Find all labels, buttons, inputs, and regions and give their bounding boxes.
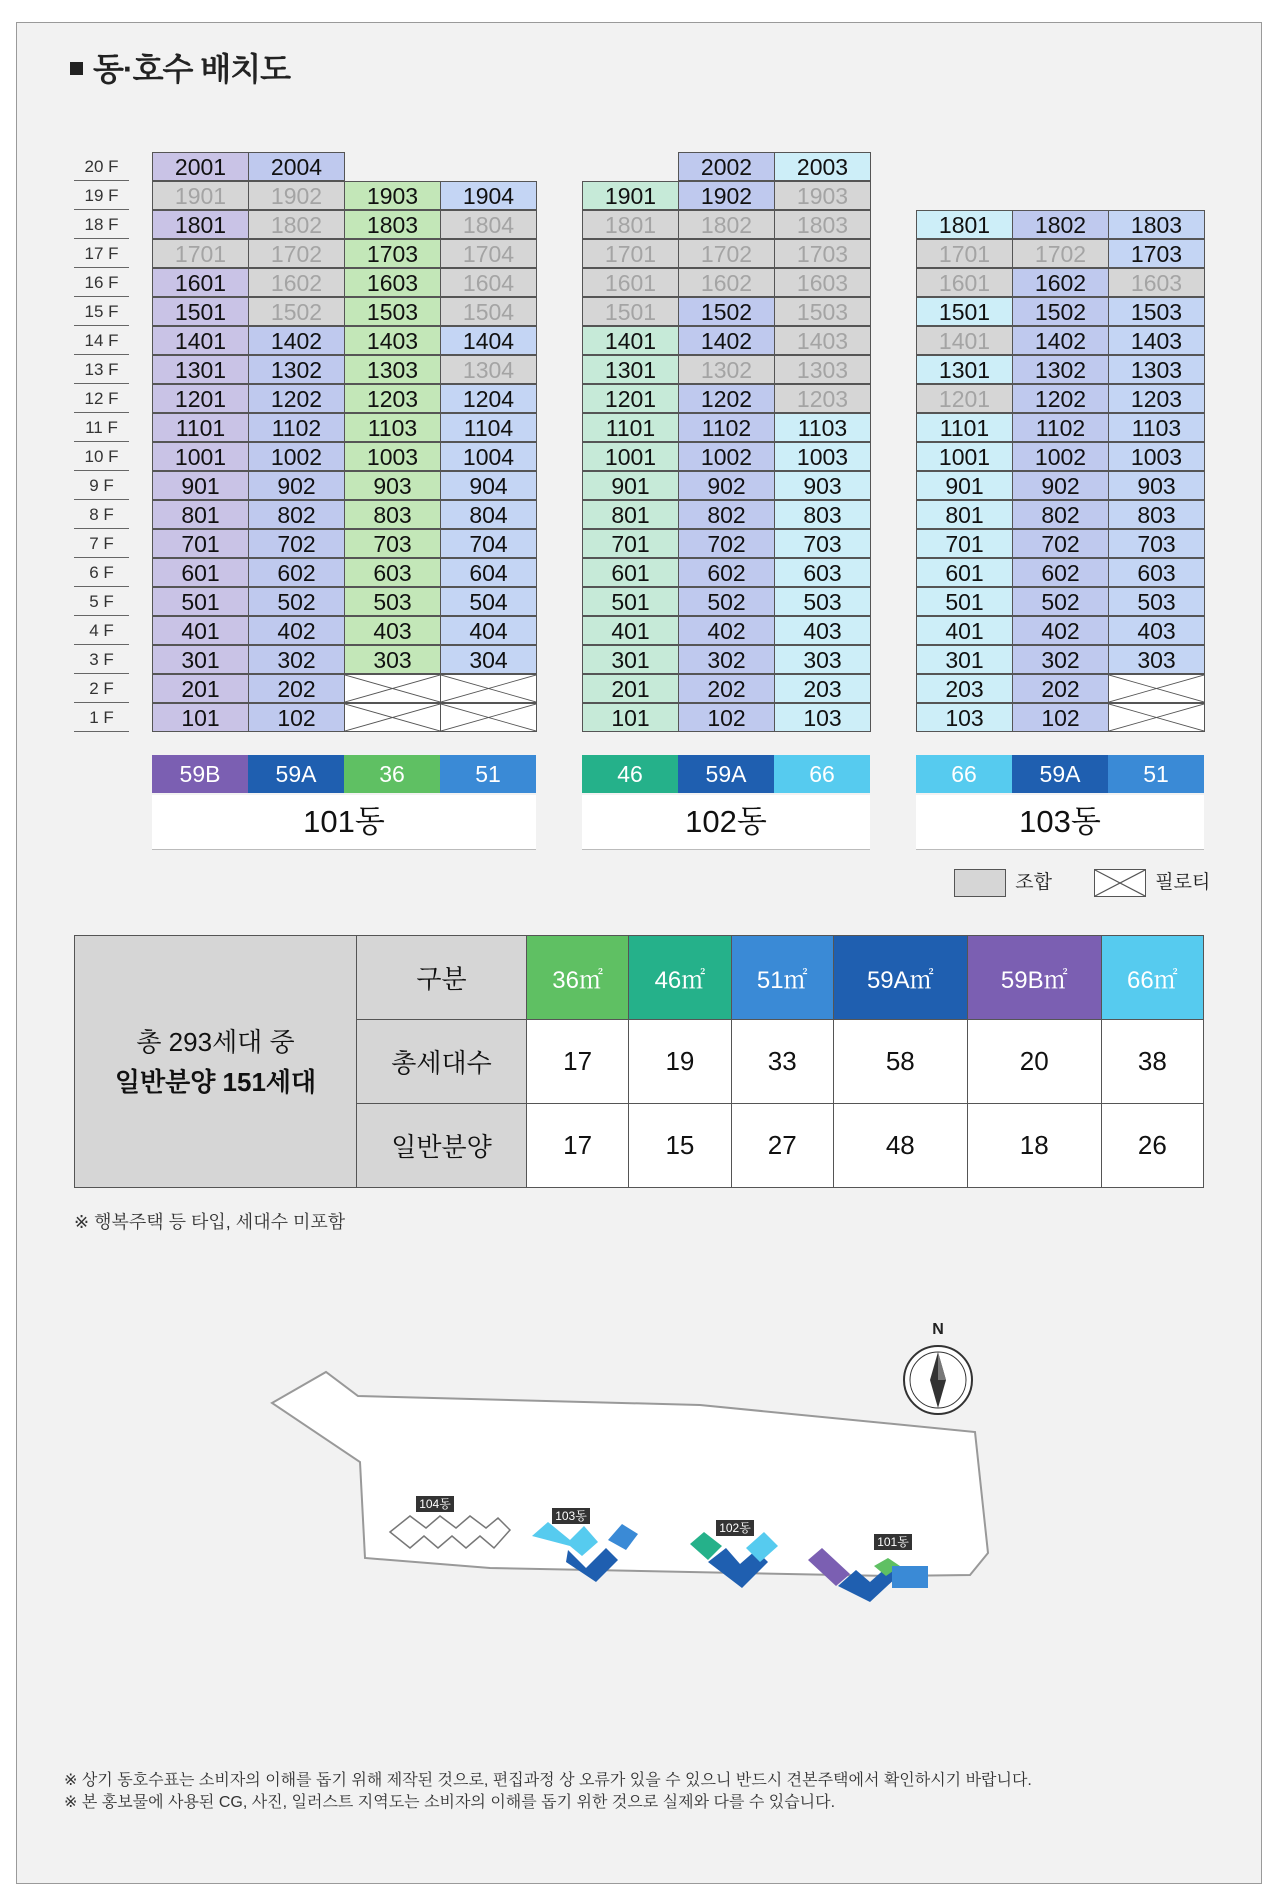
unit-cell: 1503 xyxy=(344,297,441,326)
table-cell: 58 xyxy=(833,1020,967,1104)
unit-cell: 404 xyxy=(440,616,537,645)
piloti-cell xyxy=(440,703,537,732)
table-cell: 20 xyxy=(967,1020,1101,1104)
unit-cell: 2004 xyxy=(248,152,345,181)
unit-cell: 1303 xyxy=(774,355,871,384)
unit-cell: 604 xyxy=(440,558,537,587)
unit-cell: 403 xyxy=(774,616,871,645)
unit-cell: 1003 xyxy=(774,442,871,471)
unit-cell: 1203 xyxy=(774,384,871,413)
type-label: 66 xyxy=(774,755,870,793)
unit-cell: 802 xyxy=(678,500,775,529)
unit-cell: 302 xyxy=(678,645,775,674)
unit-cell: 903 xyxy=(774,471,871,500)
unit-cell: 1201 xyxy=(152,384,249,413)
unit-cell: 1703 xyxy=(344,239,441,268)
unit-cell: 401 xyxy=(152,616,249,645)
unit-cell: 601 xyxy=(916,558,1013,587)
piloti-cell xyxy=(1108,674,1205,703)
floor-label: 15 F xyxy=(74,297,129,326)
table-cell: 19 xyxy=(629,1020,731,1104)
unit-cell: 1002 xyxy=(1012,442,1109,471)
floor-label: 7 F xyxy=(74,529,129,558)
size-header: 59A㎡ xyxy=(833,936,967,1020)
unit-cell: 1403 xyxy=(344,326,441,355)
unit-cell: 1401 xyxy=(152,326,249,355)
type-label: 59A xyxy=(248,755,344,793)
unit-cell: 1102 xyxy=(678,413,775,442)
unit-cell: 402 xyxy=(248,616,345,645)
legend-combined-label: 조합 xyxy=(1015,872,1052,893)
unit-cell: 502 xyxy=(1012,587,1109,616)
unit-cell: 503 xyxy=(1108,587,1205,616)
unit-cell: 1304 xyxy=(440,355,537,384)
unit-cell: 902 xyxy=(1012,471,1109,500)
table-cell: 15 xyxy=(629,1104,731,1188)
unit-cell: 302 xyxy=(1012,645,1109,674)
unit-cell: 701 xyxy=(152,529,249,558)
floor-label: 5 F xyxy=(74,587,129,616)
unit-cell: 1203 xyxy=(1108,384,1205,413)
unit-cell: 1904 xyxy=(440,181,537,210)
piloti-cell xyxy=(440,674,537,703)
unit-cell: 304 xyxy=(440,645,537,674)
floor-label: 6 F xyxy=(74,558,129,587)
unit-cell: 101 xyxy=(582,703,679,732)
unit-cell: 1801 xyxy=(152,210,249,239)
unit-cell: 102 xyxy=(1012,703,1109,732)
unit-cell: 1403 xyxy=(1108,326,1205,355)
unit-cell: 1202 xyxy=(248,384,345,413)
floor-label: 10 F xyxy=(74,442,129,471)
unit-cell: 401 xyxy=(582,616,679,645)
building-name: 101동 xyxy=(152,795,536,849)
unit-cell: 1101 xyxy=(916,413,1013,442)
size-header: 46㎡ xyxy=(629,936,731,1020)
unit-cell: 801 xyxy=(152,500,249,529)
size-header: 36㎡ xyxy=(527,936,629,1020)
unit-cell: 1201 xyxy=(916,384,1013,413)
unit-cell: 1902 xyxy=(248,181,345,210)
table-cell: 48 xyxy=(833,1104,967,1188)
unit-cell: 802 xyxy=(248,500,345,529)
unit-cell: 602 xyxy=(678,558,775,587)
unit-cell: 1401 xyxy=(582,326,679,355)
unit-cell: 203 xyxy=(774,674,871,703)
unit-cell: 1303 xyxy=(344,355,441,384)
unit-cell: 1302 xyxy=(1012,355,1109,384)
floor-label: 18 F xyxy=(74,210,129,239)
unit-cell: 602 xyxy=(1012,558,1109,587)
unit-cell: 302 xyxy=(248,645,345,674)
unit-cell: 1604 xyxy=(440,268,537,297)
unit-cell: 1302 xyxy=(678,355,775,384)
unit-cell: 1901 xyxy=(582,181,679,210)
unit-cell: 303 xyxy=(774,645,871,674)
unit-cell: 1404 xyxy=(440,326,537,355)
floor-label: 17 F xyxy=(74,239,129,268)
unit-cell: 602 xyxy=(248,558,345,587)
header-label: 구분 xyxy=(357,936,527,1020)
unit-cell: 1802 xyxy=(248,210,345,239)
unit-cell: 803 xyxy=(344,500,441,529)
unit-cell: 1803 xyxy=(344,210,441,239)
floor-label: 14 F xyxy=(74,326,129,355)
unit-cell: 1603 xyxy=(344,268,441,297)
unit-cell: 1101 xyxy=(582,413,679,442)
unit-cell: 703 xyxy=(774,529,871,558)
unit-cell: 703 xyxy=(344,529,441,558)
unit-cell: 1903 xyxy=(774,181,871,210)
unit-cell: 1001 xyxy=(916,442,1013,471)
floor-label: 20 F xyxy=(74,152,129,181)
unit-cell: 1502 xyxy=(248,297,345,326)
unit-cell: 2003 xyxy=(774,152,871,181)
floor-label: 12 F xyxy=(74,384,129,413)
type-label: 46 xyxy=(582,755,678,793)
unit-cell: 801 xyxy=(582,500,679,529)
unit-cell: 1501 xyxy=(152,297,249,326)
unit-cell: 101 xyxy=(152,703,249,732)
type-label: 51 xyxy=(440,755,536,793)
unit-cell: 504 xyxy=(440,587,537,616)
unit-cell: 1702 xyxy=(248,239,345,268)
unit-cell: 1504 xyxy=(440,297,537,326)
unit-cell: 1501 xyxy=(916,297,1013,326)
size-header: 66㎡ xyxy=(1101,936,1203,1020)
floor-label: 3 F xyxy=(74,645,129,674)
unit-cell: 301 xyxy=(916,645,1013,674)
unit-cell: 1603 xyxy=(1108,268,1205,297)
summary-table xyxy=(74,935,1204,1188)
building-name: 102동 xyxy=(582,795,870,849)
unit-cell: 1502 xyxy=(678,297,775,326)
unit-cell: 402 xyxy=(678,616,775,645)
unit-cell: 904 xyxy=(440,471,537,500)
unit-cell: 1704 xyxy=(440,239,537,268)
floor-label: 8 F xyxy=(74,500,129,529)
footer-note-1: ※ 상기 동호수표는 소비자의 이해를 돕기 위해 제작된 것으로, 편집과정 상 오류가 있을 수 있으니 반드시 견본주택에서 확인하시기 바랍니다. xyxy=(64,1772,1032,1789)
unit-cell: 1403 xyxy=(774,326,871,355)
building-label-102: 102동 xyxy=(719,1521,751,1535)
table-cell: 27 xyxy=(731,1104,833,1188)
footer-note-2: ※ 본 홍보물에 사용된 CG, 사진, 일러스트 지역도는 소비자의 이해를 돕기 위한 것으로 실제와 다를 수 있습니다. xyxy=(64,1794,836,1811)
unit-cell: 1002 xyxy=(678,442,775,471)
unit-cell: 1803 xyxy=(1108,210,1205,239)
unit-cell: 1901 xyxy=(152,181,249,210)
total-line2: 일반분양 151세대 xyxy=(114,1066,317,1097)
unit-cell: 1701 xyxy=(152,239,249,268)
table-cell: 38 xyxy=(1101,1020,1203,1104)
unit-cell: 702 xyxy=(678,529,775,558)
unit-cell: 1501 xyxy=(582,297,679,326)
unit-cell: 1301 xyxy=(582,355,679,384)
unit-cell: 1004 xyxy=(440,442,537,471)
unit-cell: 501 xyxy=(582,587,679,616)
unit-cell: 1301 xyxy=(152,355,249,384)
unit-cell: 2002 xyxy=(678,152,775,181)
unit-cell: 1202 xyxy=(678,384,775,413)
unit-cell: 401 xyxy=(916,616,1013,645)
unit-cell: 1402 xyxy=(248,326,345,355)
unit-cell: 102 xyxy=(248,703,345,732)
page-title xyxy=(70,44,290,90)
unit-cell: 701 xyxy=(916,529,1013,558)
unit-cell: 1402 xyxy=(678,326,775,355)
unit-cell: 103 xyxy=(774,703,871,732)
unit-cell: 1103 xyxy=(344,413,441,442)
floor-label: 2 F xyxy=(74,674,129,703)
unit-cell: 903 xyxy=(344,471,441,500)
unit-cell: 902 xyxy=(248,471,345,500)
north-arrow-icon xyxy=(904,1346,972,1414)
building-label-103: 103동 xyxy=(555,1509,587,1523)
unit-cell: 303 xyxy=(344,645,441,674)
unit-cell: 1601 xyxy=(916,268,1013,297)
building-label-104: 104동 xyxy=(419,1497,451,1511)
unit-cell: 601 xyxy=(152,558,249,587)
unit-cell: 1804 xyxy=(440,210,537,239)
unit-cell: 1802 xyxy=(1012,210,1109,239)
unit-cell: 1402 xyxy=(1012,326,1109,355)
table-cell: 17 xyxy=(527,1020,629,1104)
unit-cell: 803 xyxy=(1108,500,1205,529)
total-summary xyxy=(75,936,357,1188)
unit-cell: 501 xyxy=(152,587,249,616)
legend-combined xyxy=(954,868,1052,898)
type-label: 66 xyxy=(916,755,1012,793)
floor-label: 13 F xyxy=(74,355,129,384)
unit-cell: 704 xyxy=(440,529,537,558)
legend-piloti-label: 필로티 xyxy=(1155,872,1211,893)
unit-cell: 1801 xyxy=(582,210,679,239)
unit-cell: 402 xyxy=(1012,616,1109,645)
table-note: ※ 행복주택 등 타입, 세대수 미포함 xyxy=(74,1212,346,1232)
unit-cell: 1502 xyxy=(1012,297,1109,326)
building-label-101: 101동 xyxy=(877,1535,909,1549)
type-label: 51 xyxy=(1108,755,1204,793)
page-title-text: 동·호수 배치도 xyxy=(93,51,291,87)
unit-cell: 403 xyxy=(344,616,441,645)
table-cell: 18 xyxy=(967,1104,1101,1188)
building-name: 103동 xyxy=(916,795,1204,849)
unit-cell: 1801 xyxy=(916,210,1013,239)
unit-cell: 1702 xyxy=(678,239,775,268)
unit-cell: 202 xyxy=(1012,674,1109,703)
unit-cell: 1203 xyxy=(344,384,441,413)
unit-cell: 1701 xyxy=(916,239,1013,268)
unit-cell: 1201 xyxy=(582,384,679,413)
unit-cell: 1603 xyxy=(774,268,871,297)
size-header: 51㎡ xyxy=(731,936,833,1020)
unit-cell: 1101 xyxy=(152,413,249,442)
unit-cell: 804 xyxy=(440,500,537,529)
unit-cell: 1104 xyxy=(440,413,537,442)
unit-cell: 1103 xyxy=(774,413,871,442)
unit-cell: 1102 xyxy=(248,413,345,442)
unit-cell: 702 xyxy=(248,529,345,558)
north-label: N xyxy=(932,1321,944,1338)
table-cell: 17 xyxy=(527,1104,629,1188)
piloti-cell xyxy=(1108,703,1205,732)
unit-cell: 1602 xyxy=(248,268,345,297)
unit-cell: 901 xyxy=(152,471,249,500)
unit-cell: 201 xyxy=(152,674,249,703)
unit-cell: 1302 xyxy=(248,355,345,384)
unit-cell: 103 xyxy=(916,703,1013,732)
unit-cell: 1003 xyxy=(344,442,441,471)
unit-cell: 1103 xyxy=(1108,413,1205,442)
unit-cell: 1202 xyxy=(1012,384,1109,413)
table-cell: 33 xyxy=(731,1020,833,1104)
unit-cell: 501 xyxy=(916,587,1013,616)
unit-cell: 503 xyxy=(344,587,441,616)
table-cell: 26 xyxy=(1101,1104,1203,1188)
unit-cell: 1301 xyxy=(916,355,1013,384)
legend-cross-swatch xyxy=(1094,869,1146,897)
row-label-total: 총세대수 xyxy=(357,1020,527,1104)
unit-cell: 502 xyxy=(248,587,345,616)
unit-cell: 601 xyxy=(582,558,679,587)
unit-cell: 303 xyxy=(1108,645,1205,674)
unit-cell: 901 xyxy=(582,471,679,500)
total-line1: 총 293세대 중 xyxy=(136,1026,295,1057)
unit-cell: 1602 xyxy=(678,268,775,297)
unit-cell: 1703 xyxy=(1108,239,1205,268)
type-label: 59A xyxy=(1012,755,1108,793)
type-label: 59A xyxy=(678,755,774,793)
unit-cell: 1803 xyxy=(774,210,871,239)
unit-cell: 901 xyxy=(916,471,1013,500)
unit-cell: 1703 xyxy=(774,239,871,268)
unit-cell: 1602 xyxy=(1012,268,1109,297)
unit-cell: 902 xyxy=(678,471,775,500)
unit-cell: 703 xyxy=(1108,529,1205,558)
size-header: 59B㎡ xyxy=(967,936,1101,1020)
unit-cell: 701 xyxy=(582,529,679,558)
site-plan xyxy=(270,1310,990,1630)
unit-cell: 1102 xyxy=(1012,413,1109,442)
piloti-cell xyxy=(344,674,441,703)
unit-cell: 603 xyxy=(774,558,871,587)
unit-cell: 202 xyxy=(248,674,345,703)
floor-label: 16 F xyxy=(74,268,129,297)
unit-cell: 1001 xyxy=(152,442,249,471)
unit-cell: 1003 xyxy=(1108,442,1205,471)
unit-cell: 301 xyxy=(152,645,249,674)
unit-cell: 403 xyxy=(1108,616,1205,645)
unit-cell: 203 xyxy=(916,674,1013,703)
unit-cell: 1503 xyxy=(1108,297,1205,326)
unit-cell: 702 xyxy=(1012,529,1109,558)
unit-cell: 903 xyxy=(1108,471,1205,500)
floor-label: 4 F xyxy=(74,616,129,645)
unit-cell: 1401 xyxy=(916,326,1013,355)
unit-cell: 2001 xyxy=(152,152,249,181)
unit-cell: 603 xyxy=(1108,558,1205,587)
unit-cell: 1001 xyxy=(582,442,679,471)
unit-cell: 802 xyxy=(1012,500,1109,529)
unit-cell: 603 xyxy=(344,558,441,587)
unit-cell: 1002 xyxy=(248,442,345,471)
unit-cell: 503 xyxy=(774,587,871,616)
unit-cell: 1601 xyxy=(582,268,679,297)
unit-cell: 1903 xyxy=(344,181,441,210)
type-label: 59B xyxy=(152,755,248,793)
floor-label: 9 F xyxy=(74,471,129,500)
unit-cell: 1601 xyxy=(152,268,249,297)
unit-cell: 1303 xyxy=(1108,355,1205,384)
floor-label: 1 F xyxy=(74,703,129,732)
unit-cell: 1204 xyxy=(440,384,537,413)
type-label: 36 xyxy=(344,755,440,793)
unit-cell: 1503 xyxy=(774,297,871,326)
unit-cell: 803 xyxy=(774,500,871,529)
unit-cell: 1702 xyxy=(1012,239,1109,268)
unit-cell: 102 xyxy=(678,703,775,732)
piloti-cell xyxy=(344,703,441,732)
floor-label: 11 F xyxy=(74,413,129,442)
unit-cell: 1902 xyxy=(678,181,775,210)
floor-label: 19 F xyxy=(74,181,129,210)
row-label-general: 일반분양 xyxy=(357,1104,527,1188)
legend-gray-swatch xyxy=(954,869,1006,897)
unit-cell: 301 xyxy=(582,645,679,674)
legend-piloti xyxy=(1094,868,1210,898)
unit-cell: 502 xyxy=(678,587,775,616)
bullet-square-icon xyxy=(70,62,83,75)
unit-cell: 1701 xyxy=(582,239,679,268)
unit-cell: 202 xyxy=(678,674,775,703)
unit-cell: 201 xyxy=(582,674,679,703)
unit-cell: 1802 xyxy=(678,210,775,239)
unit-cell: 801 xyxy=(916,500,1013,529)
